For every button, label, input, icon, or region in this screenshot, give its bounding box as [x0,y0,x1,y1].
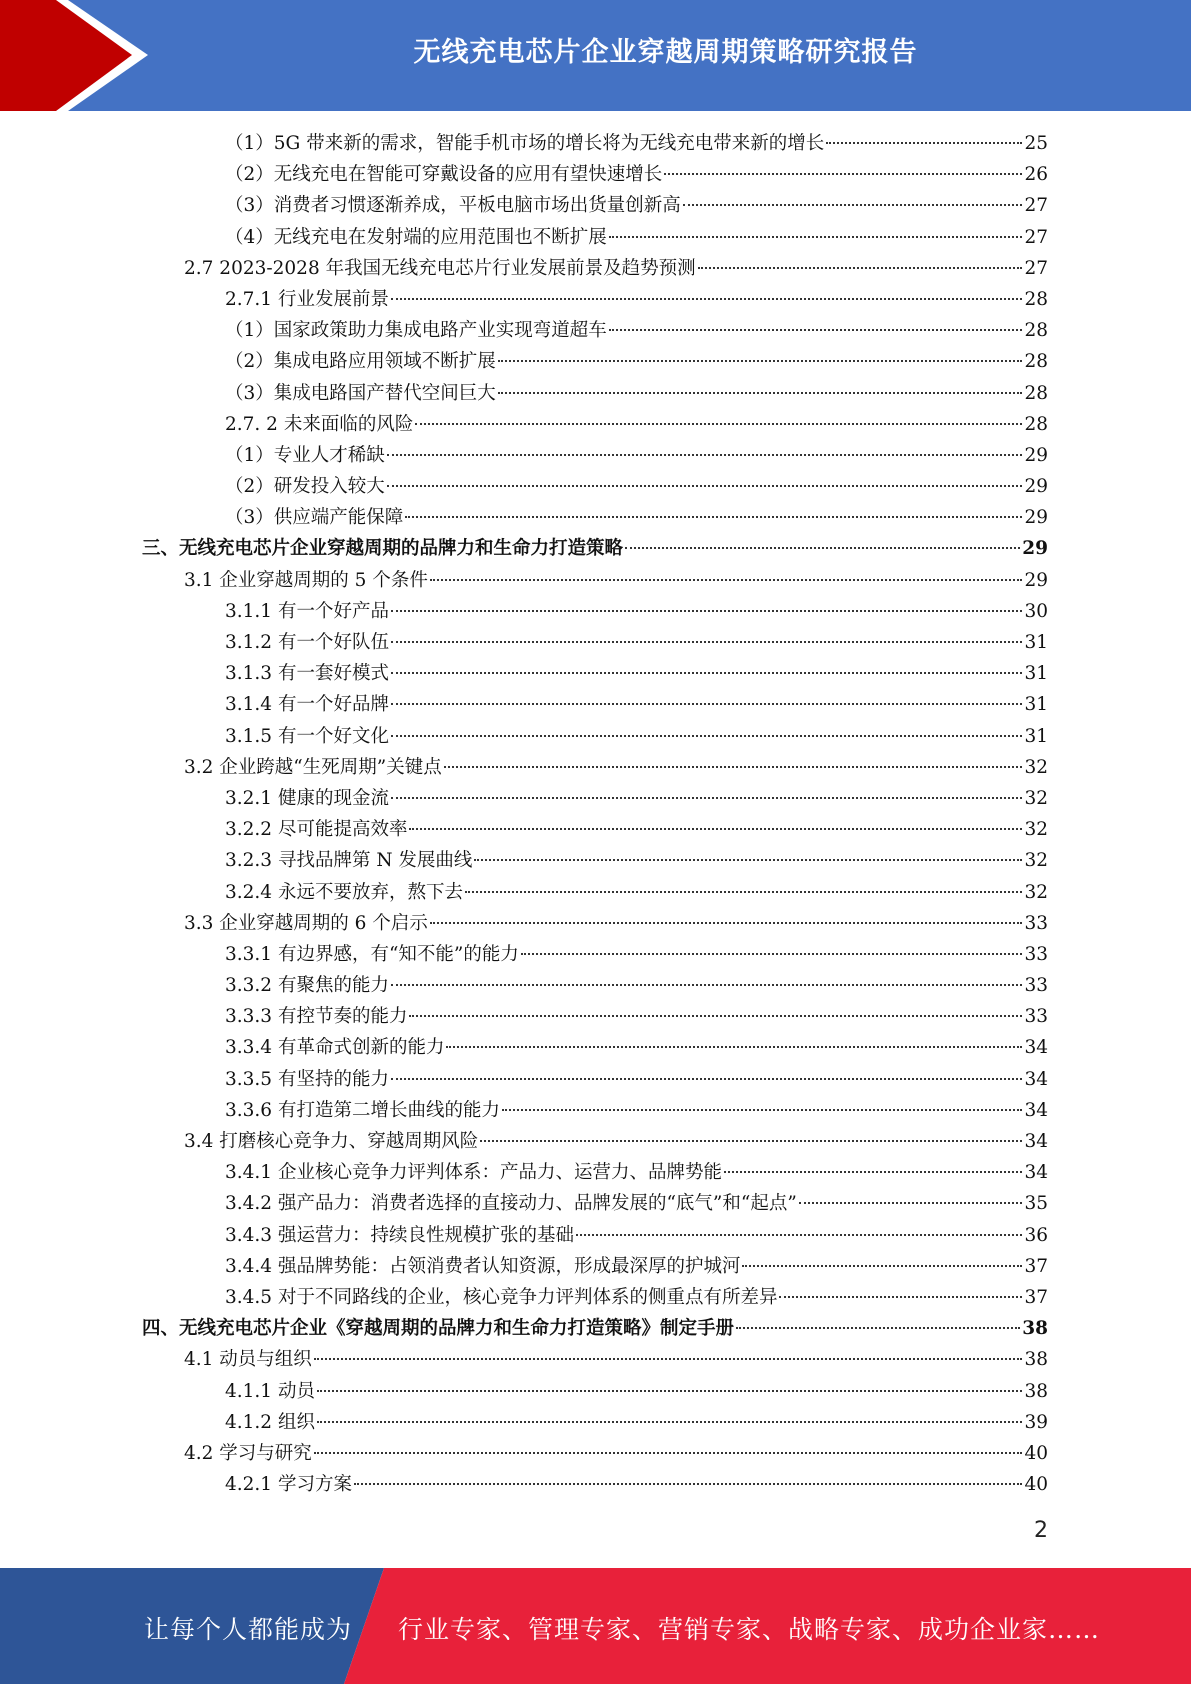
toc-entry-title: 3.2 企业跨越“生死周期”关键点 [184,756,442,778]
toc-entry[interactable] [142,315,1048,346]
toc-entry[interactable] [142,1064,1048,1095]
toc-entry[interactable] [142,1376,1048,1407]
toc-entry-page: 29 [1022,538,1048,560]
toc-entry-title: （2）无线充电在智能可穿戴设备的应用有望快速增长 [225,164,663,186]
toc-entry-page: 33 [1024,912,1048,934]
toc-entry-page: 34 [1024,1037,1048,1059]
toc-dot-leader [736,1327,1020,1329]
toc-entry-title: （3）消费者习惯逐渐养成，平板电脑市场出货量创新高 [225,195,681,217]
toc-entry-title: （2）集成电路应用领域不断扩展 [225,351,496,373]
toc-entry-page: 31 [1024,663,1048,685]
toc-entry-title: 3.4.3 强运营力：持续良性规模扩张的基础 [225,1224,574,1246]
toc-entry[interactable] [142,1438,1048,1469]
toc-entry-page: 32 [1024,881,1048,903]
toc-entry-title: 4.2 学习与研究 [184,1442,312,1464]
toc-dot-leader [391,641,1022,643]
toc-dot-leader [387,454,1023,456]
toc-entry-page: 35 [1024,1193,1048,1215]
toc-entry-title: （1）国家政策助力集成电路产业实现弯道超车 [225,320,607,342]
toc-dot-leader [317,1390,1023,1392]
toc-dot-leader [430,922,1023,924]
table-of-contents [142,128,1048,1500]
toc-entry-title: 4.2.1 学习方案 [225,1474,352,1496]
toc-entry-page: 27 [1024,257,1048,279]
toc-entry-title: 3.3.6 有打造第二增长曲线的能力 [225,1099,500,1121]
toc-entry[interactable] [142,409,1048,440]
toc-dot-leader [576,1234,1022,1236]
toc-entry[interactable] [142,1220,1048,1251]
toc-entry-title: 四、无线充电芯片企业《穿越周期的品牌力和生命力打造策略》制定手册 [142,1318,735,1340]
toc-entry-title: （1）5G 带来新的需求，智能手机市场的增长将为无线充电带来新的增长 [225,133,825,154]
toc-entry-page: 40 [1024,1474,1048,1496]
toc-entry-title: 4.1.2 组织 [225,1411,315,1433]
toc-entry[interactable] [142,970,1048,1001]
toc-entry-title: 三、无线充电芯片企业穿越周期的品牌力和生命力打造策略 [142,538,624,560]
toc-entry[interactable] [142,1251,1048,1282]
toc-entry-title: 3.4 打磨核心竞争力、穿越周期风险 [184,1131,479,1152]
toc-entry-page: 27 [1024,195,1048,217]
toc-entry-page: 37 [1024,1286,1048,1308]
toc-dot-leader [609,236,1023,238]
toc-entry-page: 34 [1024,1099,1048,1121]
toc-entry[interactable] [142,1313,1048,1344]
toc-entry-page: 26 [1024,164,1048,186]
toc-entry[interactable] [142,658,1048,689]
toc-dot-leader [391,797,1022,799]
toc-entry-title: 3.2.2 尽可能提高效率 [225,819,408,841]
toc-entry-page: 34 [1024,1068,1048,1090]
toc-entry[interactable] [142,1001,1048,1032]
toc-dot-leader [779,1296,1022,1298]
toc-dot-leader [465,891,1022,893]
toc-dot-leader [480,1140,1022,1142]
toc-entry-page: 33 [1024,1006,1048,1028]
toc-entry-title: 3.3 企业穿越周期的 6 个启示 [184,912,428,934]
toc-dot-leader [405,516,1022,518]
toc-entry[interactable] [142,1344,1048,1375]
toc-entry-title: （1）专业人才稀缺 [225,444,385,466]
toc-entry[interactable] [142,1126,1048,1157]
toc-dot-leader [521,953,1023,955]
toc-entry[interactable] [142,1157,1048,1188]
toc-dot-leader [430,579,1023,581]
toc-entry[interactable] [142,222,1048,253]
toc-dot-leader [474,859,1022,861]
toc-entry-title: 3.1.3 有一套好模式 [225,663,389,685]
toc-entry-page: 30 [1024,600,1048,622]
toc-dot-leader [826,142,1022,144]
toc-dot-leader [683,204,1023,206]
toc-entry-page: 28 [1024,320,1048,342]
toc-entry-title: 3.4.1 企业核心竞争力评判体系：产品力、运营力、品牌势能 [225,1162,722,1184]
toc-entry[interactable] [142,721,1048,752]
toc-dot-leader [391,298,1022,300]
page-footer [0,1568,1191,1684]
toc-dot-leader [799,1202,1023,1204]
toc-entry-page: 34 [1024,1162,1048,1184]
toc-entry[interactable] [142,627,1048,658]
toc-entry-page: 33 [1024,975,1048,997]
toc-entry-page: 29 [1024,569,1048,591]
toc-entry[interactable] [142,471,1048,502]
toc-entry-page: 36 [1024,1224,1048,1246]
toc-dot-leader [609,329,1023,331]
toc-entry-page: 31 [1024,694,1048,716]
toc-dot-leader [664,173,1022,175]
toc-entry-page: 37 [1024,1255,1048,1277]
toc-entry-title: 3.3.2 有聚焦的能力 [225,975,389,997]
toc-entry[interactable] [142,752,1048,783]
toc-entry-title: （3）集成电路国产替代空间巨大 [225,382,496,404]
toc-dot-leader [415,423,1022,425]
toc-entry[interactable] [142,190,1048,221]
toc-entry[interactable] [142,533,1048,564]
toc-entry-page: 38 [1024,1380,1048,1402]
toc-entry-page: 28 [1024,382,1048,404]
toc-entry-page: 34 [1024,1131,1048,1152]
toc-entry-page: 40 [1024,1442,1048,1464]
toc-entry-page: 32 [1024,819,1048,841]
toc-dot-leader [625,547,1020,549]
toc-entry[interactable] [142,565,1048,596]
toc-entry-page: 28 [1024,288,1048,310]
toc-entry-page: 32 [1024,787,1048,809]
toc-dot-leader [498,392,1023,394]
toc-dot-leader [391,610,1022,612]
toc-entry-title: 3.1.1 有一个好产品 [225,600,389,622]
toc-entry-title: 3.3.1 有边界感，有“知不能”的能力 [225,943,519,965]
toc-entry-title: （3）供应端产能保障 [225,507,404,529]
toc-entry[interactable] [142,596,1048,627]
toc-entry[interactable] [142,1407,1048,1438]
toc-dot-leader [742,1265,1022,1267]
toc-entry-title: （4）无线充电在发射端的应用范围也不断扩展 [225,226,607,248]
toc-entry[interactable] [142,845,1048,876]
footer-slogan-right: 行业专家、管理专家、营销专家、战略专家、成功企业家…… [398,1615,1101,1644]
toc-entry-title: 3.1.2 有一个好队伍 [225,632,389,653]
toc-entry[interactable] [142,689,1048,720]
toc-entry-page: 28 [1024,351,1048,373]
page-header [0,0,1191,111]
toc-entry-title: 3.1.4 有一个好品牌 [225,694,389,716]
toc-dot-leader [391,1078,1022,1080]
toc-entry-title: 2.7 2023-2028 年我国无线充电芯片行业发展前景及趋势预测 [184,257,696,279]
toc-entry[interactable] [142,128,1048,159]
toc-entry[interactable] [142,284,1048,315]
toc-dot-leader [387,485,1023,487]
toc-entry[interactable] [142,159,1048,190]
header-chevron-decoration [0,0,160,111]
toc-dot-leader [409,828,1022,830]
toc-entry[interactable] [142,1188,1048,1219]
toc-entry-title: 4.1 动员与组织 [184,1349,312,1371]
toc-entry-page: 39 [1024,1411,1048,1433]
toc-dot-leader [317,1421,1023,1423]
toc-dot-leader [502,1109,1022,1111]
toc-dot-leader [409,1015,1022,1017]
toc-entry[interactable] [142,1469,1048,1500]
toc-entry-title: 3.3.4 有革命式创新的能力 [225,1037,445,1059]
toc-entry-title: 2.7. 2 未来面临的风险 [225,413,414,435]
toc-dot-leader [498,360,1023,362]
toc-entry-page: 29 [1024,444,1048,466]
toc-entry-title: 3.4.5 对于不同路线的企业，核心竞争力评判体系的侧重点有所差异 [225,1286,778,1308]
toc-entry-title: 3.2.1 健康的现金流 [225,787,389,809]
toc-entry[interactable] [142,1032,1048,1063]
toc-entry[interactable] [142,253,1048,284]
toc-entry-title: 3.2.4 永远不要放弃，熬下去 [225,881,463,903]
toc-entry-page: 27 [1024,226,1048,248]
toc-dot-leader [444,766,1023,768]
toc-entry-page: 38 [1024,1349,1048,1371]
toc-entry-page: 31 [1024,725,1048,747]
toc-entry-title: 3.1.5 有一个好文化 [225,725,389,747]
toc-entry-title: 3.1 企业穿越周期的 5 个条件 [184,569,428,591]
footer-slogan-left: 让每个人都能成为 [144,1615,353,1644]
toc-entry[interactable] [142,908,1048,939]
toc-entry-title: 2.7.1 行业发展前景 [225,288,389,310]
toc-entry[interactable] [142,346,1048,377]
toc-entry-page: 29 [1024,507,1048,529]
toc-dot-leader [391,703,1022,705]
toc-dot-leader [446,1046,1022,1048]
toc-dot-leader [314,1358,1023,1360]
toc-entry-title: 3.2.3 寻找品牌第 N 发展曲线 [225,850,473,872]
toc-entry[interactable] [142,1095,1048,1126]
toc-entry-title: 3.3.5 有坚持的能力 [225,1068,389,1090]
toc-entry-page: 25 [1024,133,1048,154]
toc-entry-title: 3.4.2 强产品力：消费者选择的直接动力、品牌发展的“底气”和“起点” [225,1193,797,1215]
toc-dot-leader [354,1483,1023,1485]
toc-entry-page: 33 [1024,943,1048,965]
toc-entry[interactable] [142,502,1048,533]
toc-entry-page: 32 [1024,850,1048,872]
toc-entry-title: （2）研发投入较大 [225,476,385,498]
toc-entry[interactable] [142,877,1048,908]
toc-entry-page: 29 [1024,476,1048,498]
toc-dot-leader [391,672,1022,674]
toc-entry[interactable] [142,939,1048,970]
toc-dot-leader [698,267,1023,269]
toc-entry-title: 4.1.1 动员 [225,1380,315,1402]
toc-dot-leader [724,1171,1022,1173]
toc-entry[interactable] [142,814,1048,845]
page-number: 2 [1034,1518,1048,1543]
toc-entry-page: 31 [1024,632,1048,653]
toc-entry[interactable] [142,783,1048,814]
toc-entry[interactable] [142,1282,1048,1313]
toc-dot-leader [391,735,1022,737]
toc-entry-title: 3.4.4 强品牌势能：占领消费者认知资源，形成最深厚的护城河 [225,1255,741,1277]
toc-entry-title: 3.3.3 有控节奏的能力 [225,1006,408,1028]
toc-entry-page: 32 [1024,756,1048,778]
toc-entry-page: 28 [1024,413,1048,435]
report-title: 无线充电芯片企业穿越周期策略研究报告 [413,37,918,68]
toc-entry[interactable] [142,378,1048,409]
toc-entry-page: 38 [1022,1318,1048,1340]
toc-entry[interactable] [142,440,1048,471]
toc-dot-leader [314,1452,1023,1454]
toc-dot-leader [391,984,1022,986]
